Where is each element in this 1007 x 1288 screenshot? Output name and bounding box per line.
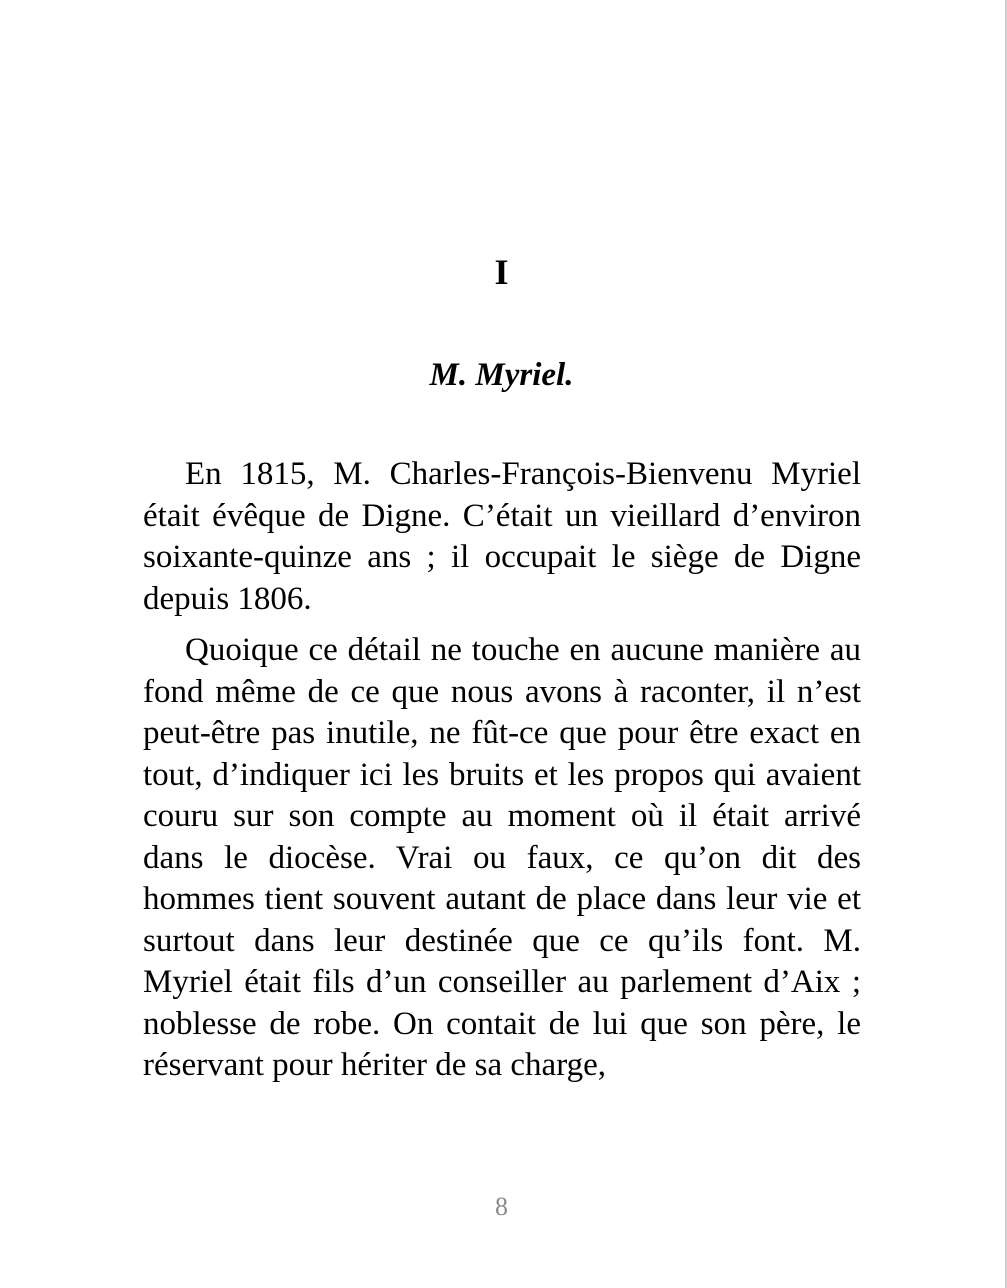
body-text [143, 454, 861, 1097]
page-number: 8 [495, 1192, 508, 1221]
paragraph: En 1815, M. Charles-François-Bienvenu Myriel était évêque de Digne. C’était un vieillard d’environ soixante-quinze ans ; il occupait le siège de Digne depuis 1806. [143, 456, 861, 617]
chapter-number: I [494, 252, 509, 292]
paragraph: Quoique ce détail ne touche en aucune manière au fond même de ce que nous avons à raconter, il n’est peut-être pas inutile, ne fût-ce que pour être exact en tout, d’indiquer ici les bruits et les propos qui avaient couru sur son compte au moment où il était arrivé dans le diocèse. Vrai ou faux, ce qu’on dit des hommes tient souvent autant de place dans leur vie et surtout dans leur destinée que ce qu’ils font. M. Myriel était fils d’un conseiller au parlement d’Aix ; noblesse de robe. On contait de lui que son père, le réservant pour hériter de sa charge, [143, 632, 861, 1083]
chapter-title: M. Myriel. [429, 357, 574, 393]
